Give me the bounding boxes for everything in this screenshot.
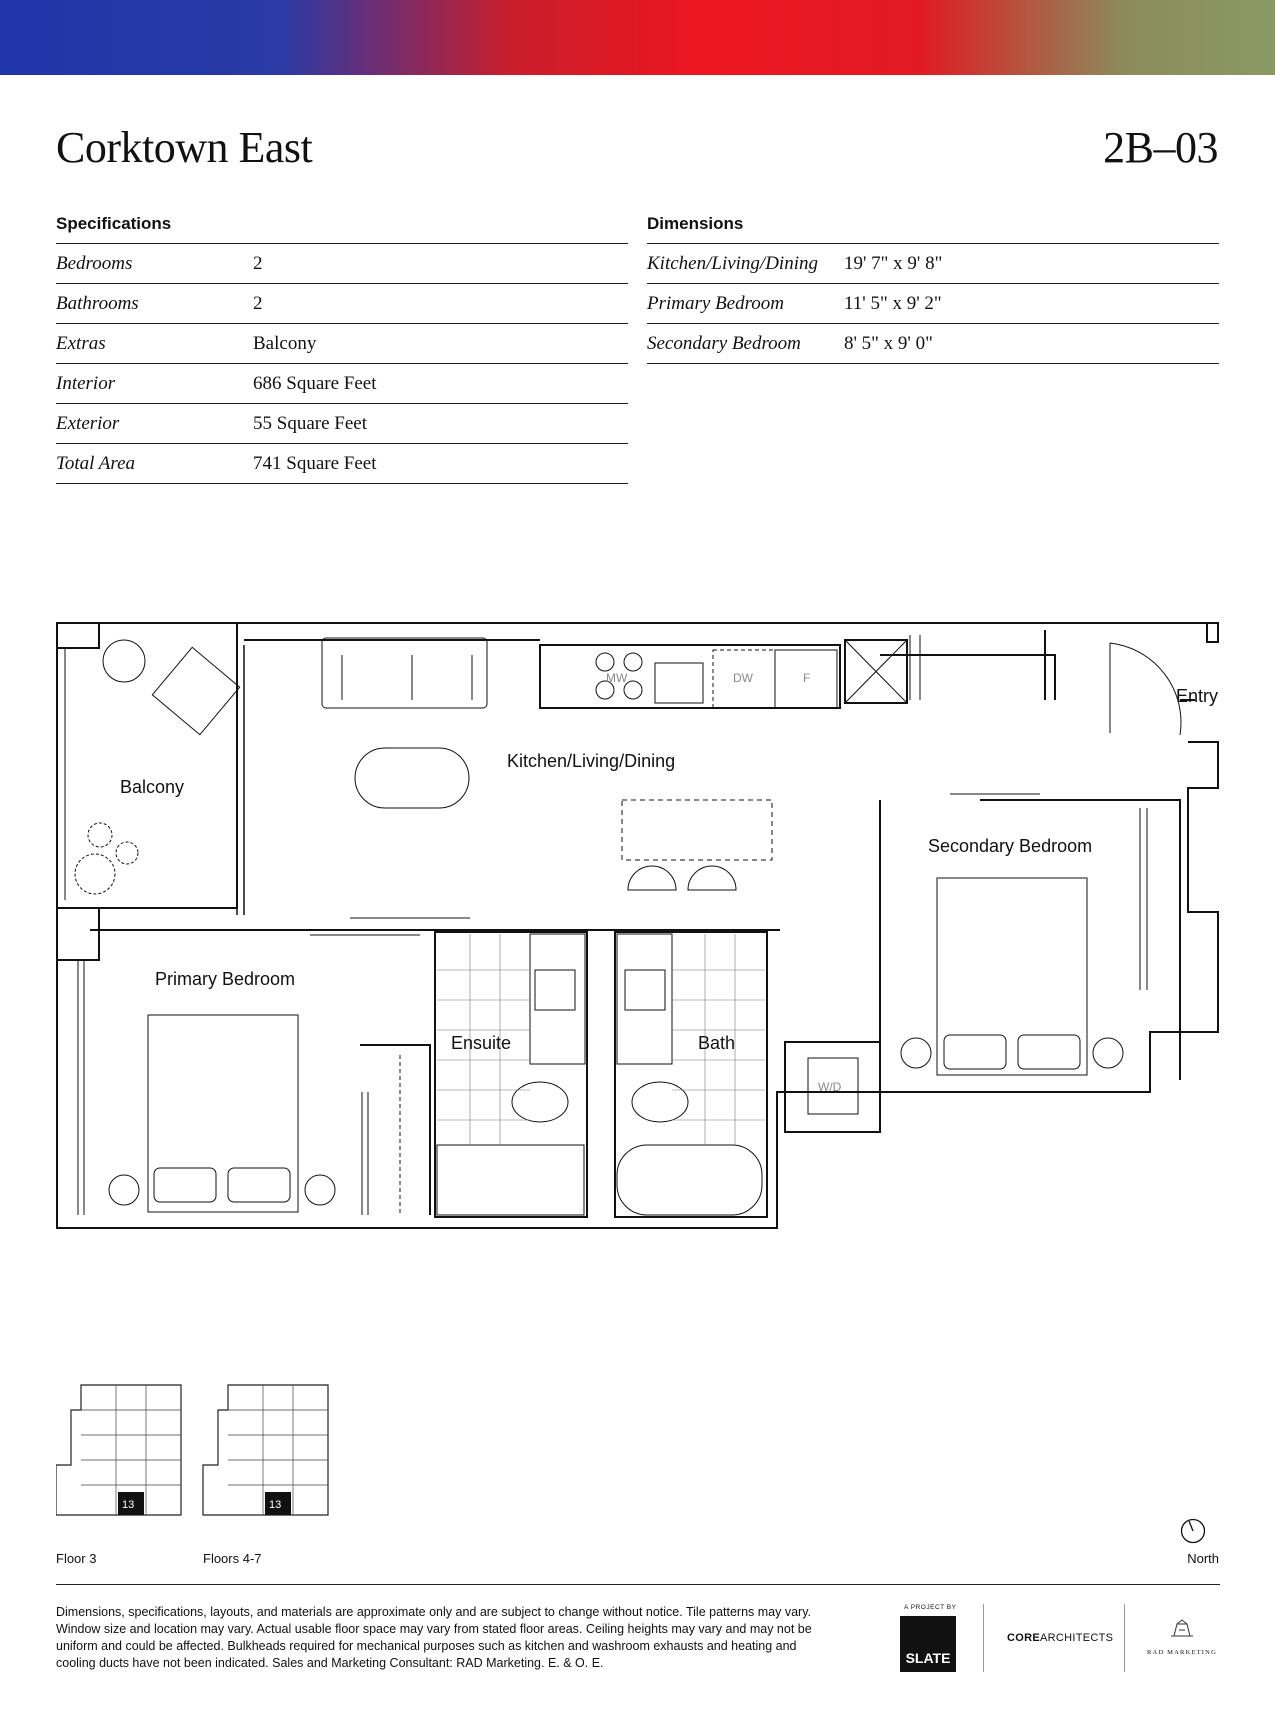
spec-label: Exterior — [56, 412, 120, 434]
spec-label: Extras — [56, 332, 106, 354]
spec-value: Balcony — [253, 332, 317, 354]
specifications-heading: Specifications — [56, 214, 628, 244]
spec-value: 686 Square Feet — [253, 372, 377, 394]
appliance-label-microwave: MW — [606, 671, 628, 685]
project-title: Corktown East — [56, 123, 313, 172]
key-plan-label: Floor 3 — [56, 1551, 97, 1566]
spec-value: 2 — [253, 252, 263, 274]
unit-code: 2B–03 — [1103, 123, 1218, 172]
plant — [88, 823, 112, 847]
interior-wall — [910, 635, 920, 700]
dining-table — [622, 800, 772, 860]
spec-value: 2 — [253, 292, 263, 314]
logo-divider — [1124, 1604, 1125, 1672]
plant — [116, 842, 138, 864]
key-plan-unit-number: 13 — [269, 1499, 282, 1511]
dim-label: Secondary Bedroom — [647, 332, 801, 354]
vanity — [530, 934, 585, 1064]
key-plan-label: Floors 4-7 — [203, 1551, 262, 1566]
window — [78, 960, 84, 1215]
floor-plan — [0, 600, 1275, 1260]
interior-wall — [360, 1045, 430, 1215]
slate-logo-text: SLATE — [905, 1650, 951, 1666]
pillow — [944, 1035, 1006, 1069]
spec-label: Total Area — [56, 452, 136, 474]
sink — [535, 970, 575, 1010]
kitchen-counter — [540, 645, 840, 708]
north-label: North — [1187, 1551, 1219, 1566]
toilet — [632, 1082, 688, 1122]
primary-bed — [148, 1015, 298, 1212]
spec-label: Interior — [56, 372, 116, 394]
footer-divider — [56, 1584, 1220, 1585]
entry-door — [1110, 643, 1181, 735]
pantry-cross — [845, 640, 907, 703]
dimensions-table — [647, 214, 1219, 364]
balcony-outline — [57, 623, 237, 908]
dim-value: 11' 5" x 9' 2" — [844, 292, 942, 314]
rad-emblem-icon — [1167, 1618, 1197, 1640]
core-logo-bold: CORE — [1007, 1632, 1040, 1644]
dining-chair — [628, 866, 676, 890]
outer-wall — [57, 623, 890, 1228]
pillow — [228, 1168, 290, 1202]
pillow — [1018, 1035, 1080, 1069]
spec-row — [56, 324, 628, 364]
core-logo-rest: ARCHITECTS — [1039, 1632, 1114, 1644]
room-label-entry: Entry — [1176, 686, 1219, 706]
appliance-label-washer-dryer: W/D — [818, 1080, 842, 1094]
nightstand — [109, 1175, 139, 1205]
appliance-label-fridge: F — [803, 671, 811, 685]
spec-row — [56, 444, 628, 484]
nightstand — [901, 1038, 931, 1068]
closet-door — [1140, 808, 1147, 990]
spec-value: 741 Square Feet — [253, 452, 377, 474]
shower — [437, 1145, 584, 1215]
ensuite-room — [435, 932, 587, 1217]
cooktop-burner — [596, 653, 614, 671]
north-arrow-icon — [1180, 1518, 1206, 1544]
core-architects-logo — [1007, 1632, 1113, 1644]
balcony-column — [57, 908, 99, 960]
top-gradient-bar — [0, 0, 1275, 75]
nightstand — [305, 1175, 335, 1205]
appliance-label-dishwasher: DW — [733, 671, 753, 685]
coffee-table — [355, 748, 469, 808]
dim-value: 19' 7" x 9' 8" — [844, 252, 943, 274]
spec-row — [56, 284, 628, 324]
key-plan-unit-number: 13 — [122, 1499, 135, 1511]
sink — [625, 970, 665, 1010]
room-label-secondary-bedroom: Secondary Bedroom — [928, 836, 1093, 856]
pillow — [154, 1168, 216, 1202]
dim-label: Primary Bedroom — [647, 292, 785, 314]
sofa-cushion — [342, 655, 472, 700]
closet-door — [362, 1092, 368, 1215]
balcony-stool — [103, 640, 145, 682]
rad-marketing-text: RAD MARKETING — [1147, 1649, 1217, 1656]
specifications-table — [56, 214, 628, 484]
balcony-column — [57, 623, 99, 648]
outer-wall — [57, 623, 1218, 642]
balcony-chair — [152, 647, 239, 734]
dim-value: 8' 5" x 9' 0" — [844, 332, 933, 354]
dim-row — [647, 324, 1219, 364]
toilet — [512, 1082, 568, 1122]
key-plans — [56, 1380, 346, 1540]
dining-chair — [688, 866, 736, 890]
dim-row — [647, 284, 1219, 324]
secondary-bed — [937, 878, 1087, 1075]
spec-label: Bathrooms — [56, 292, 139, 314]
bath-room — [615, 932, 767, 1217]
spec-value: 55 Square Feet — [253, 412, 367, 434]
spec-row — [56, 404, 628, 444]
spec-row — [56, 244, 628, 284]
room-label-balcony: Balcony — [120, 777, 185, 797]
rad-marketing-logo — [1144, 1618, 1220, 1656]
sofa — [322, 638, 487, 708]
dim-row — [647, 244, 1219, 284]
outer-wall — [890, 742, 1218, 1092]
kitchen-sink — [655, 663, 703, 703]
plant — [75, 854, 115, 894]
dim-label: Kitchen/Living/Dining — [647, 252, 818, 274]
room-label-ensuite: Ensuite — [451, 1033, 512, 1053]
room-label-bath: Bath — [698, 1033, 736, 1053]
nightstand — [1093, 1038, 1123, 1068]
bathtub — [617, 1145, 762, 1215]
slate-logo — [900, 1616, 956, 1672]
cooktop-burner — [624, 653, 642, 671]
spec-row — [56, 364, 628, 404]
logo-divider — [983, 1604, 984, 1672]
spec-label: Bedrooms — [56, 252, 133, 274]
dimensions-heading: Dimensions — [647, 214, 1219, 244]
room-label-kitchen-living-dining: Kitchen/Living/Dining — [507, 751, 676, 771]
room-label-primary-bedroom: Primary Bedroom — [155, 969, 296, 989]
project-by-label: A PROJECT BY — [904, 1604, 957, 1611]
disclaimer: Dimensions, specifications, layouts, and materials are approximate only and are subject to change without notice. Tile patterns may vary. Window size and location may vary. Actual usable floor space may vary from stated floor areas. Ceiling heights may vary and may not be uniform and could be affected. Bulkheads required for mechanical purposes such as kitchen and washroom exhausts and heating and cooling ducts have not been indicated. Sales and Marketing Consultant: RAD Marketing. E. & O. E. — [56, 1605, 812, 1670]
